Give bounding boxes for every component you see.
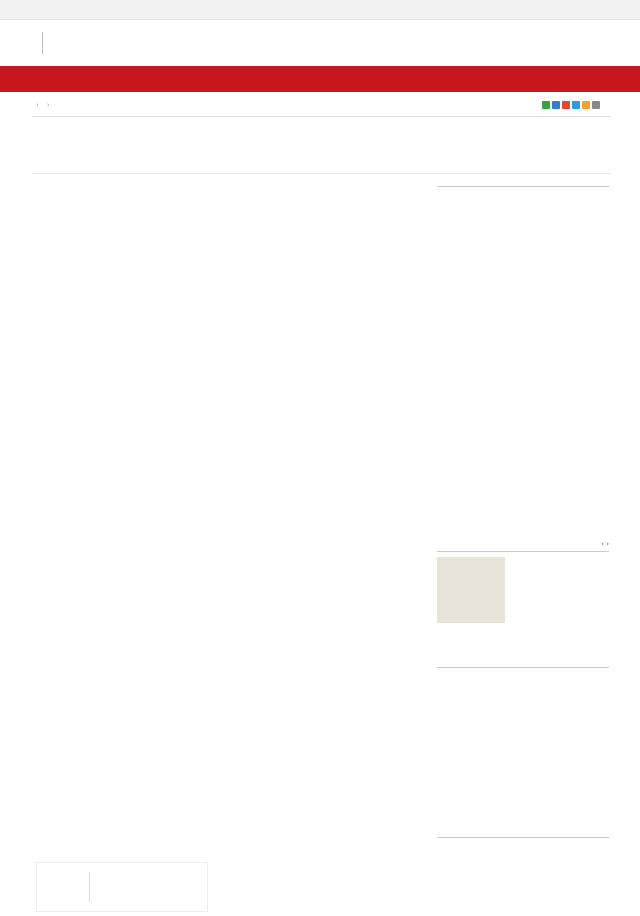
section-title: [437, 834, 609, 838]
chevron-right-icon: ›: [36, 101, 39, 109]
h5-thumbnail[interactable]: [437, 557, 505, 623]
section-title: [437, 183, 609, 187]
share-bar: [540, 101, 606, 109]
prev-icon: ‹: [601, 540, 604, 548]
divider: [89, 872, 90, 902]
news-ranking: [437, 834, 609, 842]
qzone-share-icon[interactable]: [552, 101, 560, 109]
divider: [42, 32, 43, 54]
h5-section: [437, 540, 609, 623]
ad-banner[interactable]: [36, 862, 208, 912]
brand-header: [0, 20, 640, 66]
breadcrumb: [32, 98, 606, 112]
more-share-icon[interactable]: [582, 101, 590, 109]
main-nav: [0, 66, 640, 92]
article-meta: [32, 157, 50, 165]
wechat-share-icon[interactable]: [542, 101, 550, 109]
phone-icon: [592, 101, 600, 109]
h5-summary: [505, 557, 609, 623]
pager[interactable]: [601, 540, 609, 548]
hot-photos: [437, 183, 609, 191]
comments-section: [437, 664, 609, 671]
weibo-share-icon[interactable]: [562, 101, 570, 109]
next-icon: ›: [606, 540, 609, 548]
qq-share-icon[interactable]: [572, 101, 580, 109]
section-title: [437, 664, 609, 668]
divider: [32, 116, 610, 117]
divider: [32, 173, 610, 174]
top-link-bar: [0, 0, 640, 20]
chevron-right-icon: ›: [46, 101, 50, 109]
